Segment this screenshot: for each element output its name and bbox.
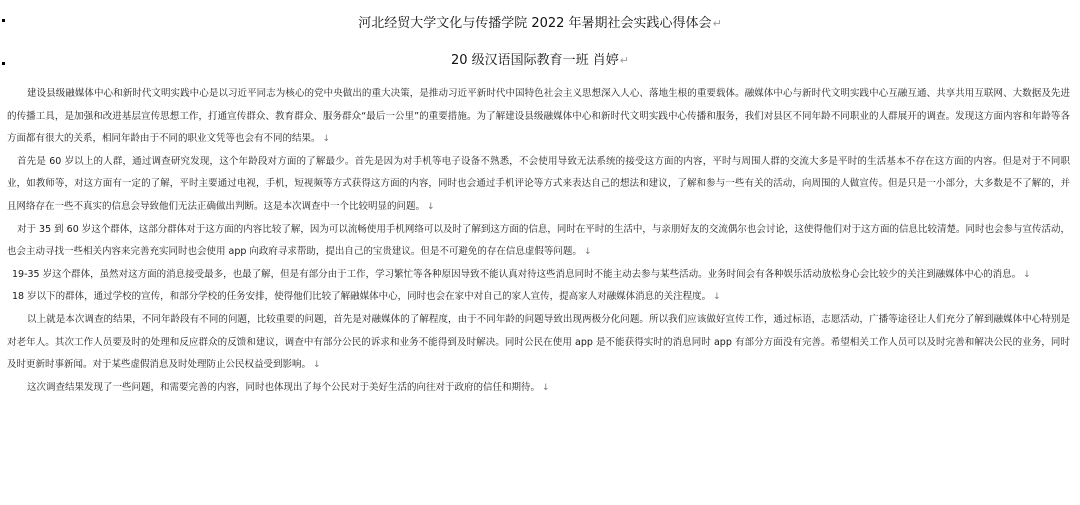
line-return-icon: ↓: [313, 360, 321, 371]
paragraph-text: 这次调查结果发现了一些问题，和需要完善的内容，同时也体现出了每个公民对于美好生活的向往对于政府的信任和期待。: [27, 381, 541, 393]
line-return-icon: ↓: [322, 134, 331, 145]
paragraph-mark-icon: ↵: [712, 17, 722, 30]
paragraph-conclusion: [7, 309, 1070, 377]
line-return-icon: ↓: [583, 247, 592, 258]
document-title-line: [0, 15, 1080, 33]
line-return-icon: ↓: [542, 382, 550, 393]
paragraph-19-to-35: [7, 264, 1070, 287]
paragraph-closing: [7, 377, 1070, 400]
line-return-icon: ↓: [713, 292, 721, 303]
author-text: 20 级汉语国际教育一班 肖婷: [450, 53, 619, 68]
line-return-icon: ↓: [1023, 269, 1031, 280]
paragraph-text: 对于 35 到 60 岁这个群体，这部分群体对于这方面的内容比较了解，因为可以流畅使用手机网络可以及时了解到这方面的信息，同时在平时的生活中，与亲朋好友的交流偶尔也会讨论，这使得他们对于这方面的信息比较清楚。同时也会参与宣传活动，也会主动寻找一些相关内容来完善充实同时也会使用 app 向政府寻求帮助，提出自己的宝贵建议。但是不可避免的存在信息虚假等问题。: [7, 223, 1070, 258]
line-return-icon: ↓: [427, 201, 435, 212]
paragraph-under-18: [7, 286, 1070, 309]
paragraph-text: 首先是 60 岁以上的人群，通过调查研究发现，这个年龄段对方面的了解最少。首先是因为对手机等电子设备不熟悉，不会使用导致无法系统的接受这方面的内容，平时与周围人群的交流大多是平时的生活基本不存在这方面的内容。但是对于不同职业，如教师等，对这方面有一定的了解，平时主要通过电视，手机，短视频等方式获得这方面的内容，同时也会通过手机评论等方式来表达自己的想法和建议，了解和参与一些有关的活动，向周围的人做宣传。但是只是一小部分，大多数是不了解的，并且网络存在一些不真实的信息会导致他们无法正确做出判断。这是本次调查中一个比较明显的问题。: [7, 155, 1070, 212]
author-line: [0, 52, 1080, 70]
paragraph-text: 建设县级融媒体中心和新时代文明实践中心是以习近平同志为核心的党中央做出的重大决策，是推动习近平新时代中国特色社会主义思想深入人心、落地生根的重要载体。融媒体中心与新时代文明实践中心互融互通、共享共用互联网、大数据及先进的传播工具，是加强和改进基层宣传思想工作，打通宣传群众、教育群众、服务群众“最后一公里”的重要措施。为了解建设县级融媒体中心和新时代文明实践中心传播和服务，我们对县区不同年龄不同职业的人群展开的调查。发现这方面内容和年龄等各方面都有很大的关系，相同年龄由于不同的职业文凭等也会有不同的结果。: [7, 88, 1070, 145]
document-title: 河北经贸大学文化与传播学院 2022 年暑期社会实践心得体会: [358, 16, 712, 31]
paragraph-intro: [7, 83, 1070, 151]
paragraph-35-to-60: [7, 219, 1070, 264]
paragraph-text: 19-35 岁这个群体，虽然对这方面的消息接受最多，也最了解，但是有部分由于工作，学习繁忙等各种原因导致不能认真对待这些消息同时不能主动去参与某些活动。业务时间会有各种娱乐活动放松身心会比较少的关注到融媒体中心的消息。: [12, 268, 1022, 280]
paragraph-text: 18 岁以下的群体，通过学校的宣传，和部分学校的任务安排，使得他们比较了解融媒体中心，同时也会在家中对自己的家人宣传，提高家人对融媒体消息的关注程度。: [12, 291, 712, 303]
paragraph-over-60: [7, 151, 1070, 219]
paragraph-text: 以上就是本次调查的结果，不同年龄段有不同的问题，比较重要的问题，首先是对融媒体的了解程度，由于不同年龄的问题导致出现两极分化问题。所以我们应该做好宣传工作，通过标语，志愿活动，广播等途径让人们充分了解到融媒体中心特别是对老年人。其次工作人员要及时的处理和反应群众的反馈和建议，调查中有部分公民的诉求和业务不能得到及时解决。同时公民在使用 app 是不能获得实时的消息同时 app 有部分方面没有完善。希望相关工作人员可以及时完善和解决公民的业务，同时及时更新时事新闻。对于某些虚假消息及时处理防止公民权益受到影响。: [7, 313, 1070, 371]
paragraph-mark-icon: ↵: [619, 54, 630, 67]
document-body: [7, 83, 1070, 399]
